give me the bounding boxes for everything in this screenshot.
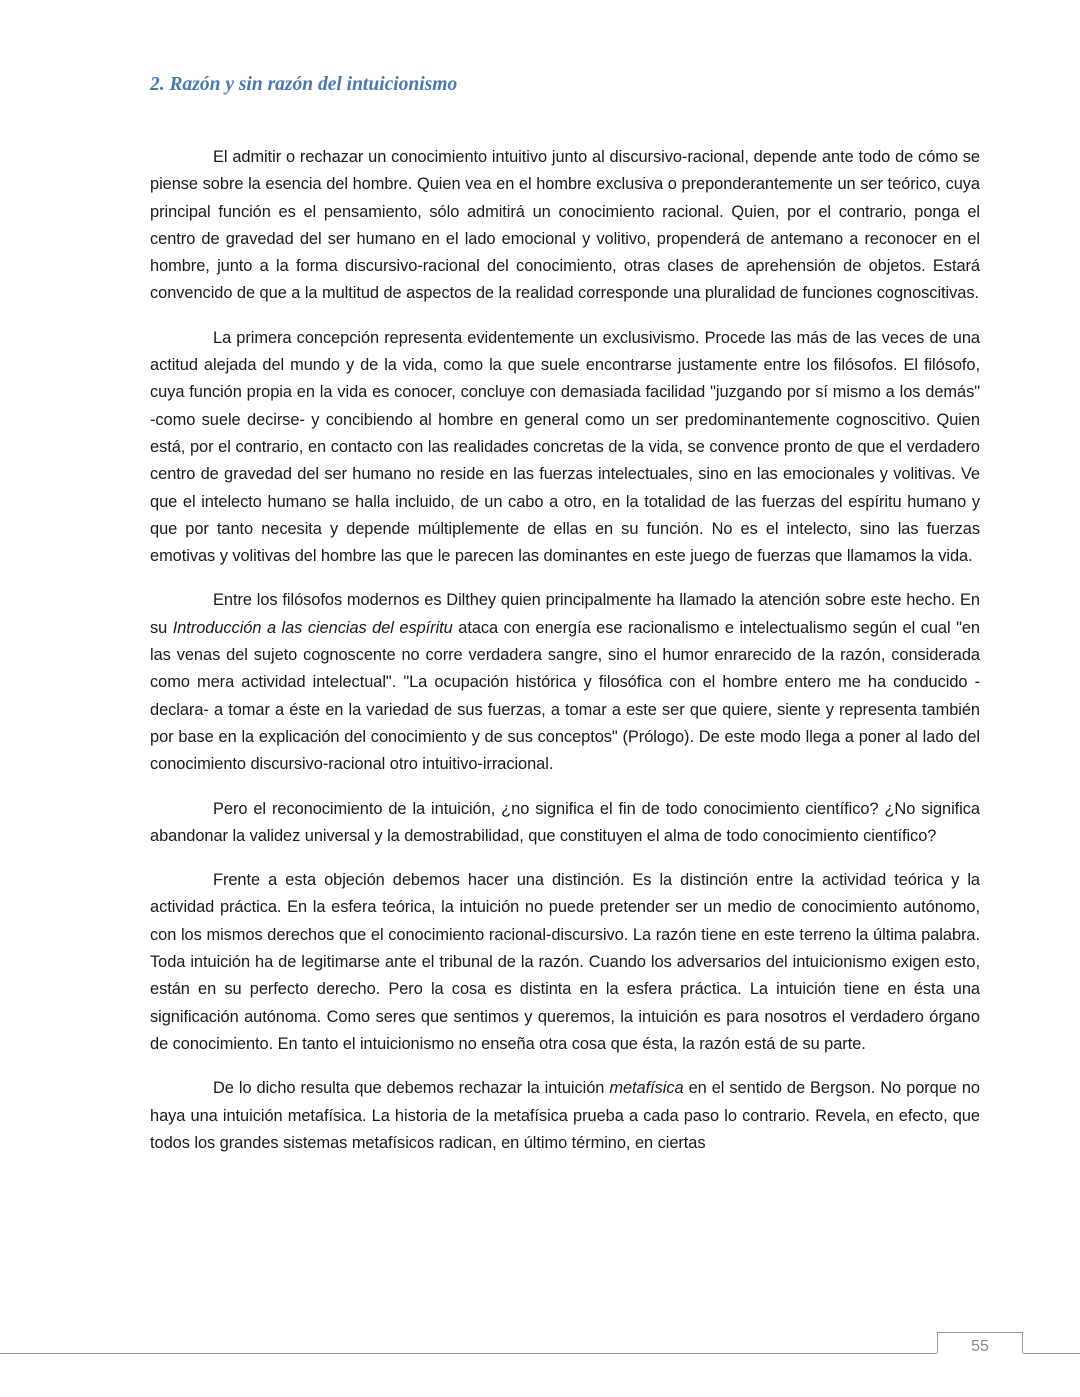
paragraph-6-text-after: en el sentido de Bergson. No porque no haya una intuición metafísica. La historia de la metafísica prueba a cada paso lo contrario. Revela, en efecto, que todos los grandes sistemas metafísicos radican, en último término, en ciertas [150,1079,980,1152]
book-title-italic: Introducción a las ciencias del espíritu [172,618,453,637]
paragraph-2: La primera concepción representa evidentemente un exclusivismo. Procede las más de las veces de una actitud alejada del mundo y de la vida, como la que suele encontrarse justamente entre los filósofos. El filósofo, cuya función propia en la vida es conocer, concluye con demasiada facilidad "juzgando por sí mismo a los demás" -como suele decirse- y concibiendo al hombre en general como un ser predominantemente cognoscitivo. Quien está, por el contrario, en contacto con las realidades concretas de la vida, se convence pronto de que el verdadero centro de gravedad del ser humano no reside en las fuerzas intelectuales, sino en las emocionales y volitivas. Ve que el intelecto humano se halla incluido, de un cabo a otro, en la totalidad de las fuerzas del espíritu humano y que por tanto necesita y depende múltiplemente de ellas en su función. No es el intelecto, sino las fuerzas emotivas y volitivas del hombre las que le parecen las dominantes en este juego de fuerzas que llamamos la vida. [150,328,980,566]
footer-rule-left [0,1353,937,1354]
page-number: 55 [971,1338,989,1355]
paragraph-3 [150,587,980,778]
paragraph-3-text-before: Entre los filósofos modernos es Dilthey quien principalmente ha llamado la atención sobre este hecho. En su [150,591,980,637]
paragraph-5: Frente a esta objeción debemos hacer una distinción. Es la distinción entre la actividad teórica y la actividad práctica. En la esfera teórica, la intuición no puede pretender ser un medio de conocimiento autónomo, con los mismos derechos que el conocimiento racional-discursivo. La razón tiene en este terreno la última palabra. Toda intuición ha de legitimarse ante el tribunal de la razón. Cuando los adversarios del intuicionismo exigen esto, están en su perfecto derecho. Pero la cosa es distinta en la esfera práctica. La intuición tiene en ésta una significación autónoma. Como seres que sentimos y queremos, la intuición es para nosotros el verdadero órgano de conocimiento. En tanto el intuicionismo no enseña otra cosa que ésta, la razón está de su parte. [150,871,980,1053]
section-heading: 2. Razón y sin razón del intuicionismo [150,74,458,95]
footer-rule-right [1023,1353,1080,1354]
metafisica-italic: metafísica [609,1079,684,1098]
paragraph-3-text-after: ataca con energía ese racionalismo e intelectualismo según el cual "en las venas del sujeto cognoscente no corre verdadera sangre, sino el humor enrarecido de la razón, considerada como mera actividad intelectual". "La ocupación histórica y filosófica con el hombre entero me ha conducido -declara- a tomar a éste en la variedad de sus fuerzas, a tomar a este ser que quiere, siente y representa también por base en la explicación del conocimiento y de sus conceptos" (Prólogo). De este modo llega a poner al lado del conocimiento discursivo-racional otro intuitivo-irracional. [150,618,981,774]
paragraph-1: El admitir o rechazar un conocimiento intuitivo junto al discursivo-racional, depende ante todo de cómo se piense sobre la esencia del hombre. Quien vea en el hombre exclusiva o preponderantemente un ser teórico, cuya principal función es el pensamiento, sólo admitirá un conocimiento racional. Quien, por el contrario, ponga el centro de gravedad del ser humano en el lado emocional y volitivo, propenderá de antemano a reconocer en el hombre, junto a la forma discursivo-racional del conocimiento, otras clases de aprehensión de objetos. Estará convencido de que a la multitud de aspectos de la realidad corresponde una pluralidad de funciones cognoscitivas. [150,148,980,303]
paragraph-4: Pero el reconocimiento de la intuición, ¿no significa el fin de todo conocimiento científico? ¿No significa abandonar la validez universal y la demostrabilidad, que constituyen el alma de todo conocimiento científico? [150,799,980,845]
paragraph-6 [150,1075,980,1157]
paragraph-6-text-before: De lo dicho resulta que debemos rechazar la intuición [213,1079,610,1098]
body-text [150,144,980,1174]
